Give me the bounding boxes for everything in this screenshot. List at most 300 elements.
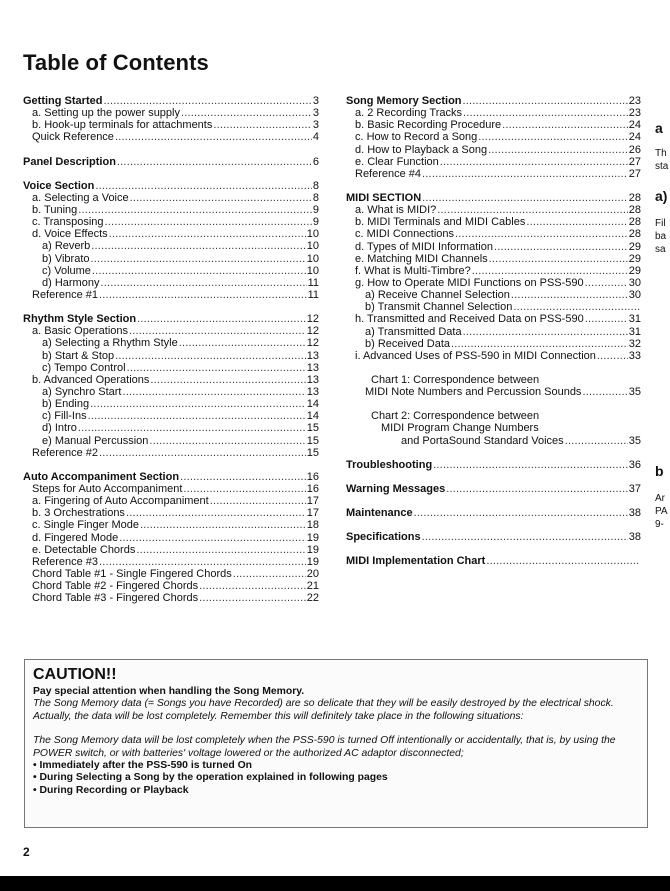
toc-entry[interactable] bbox=[23, 422, 319, 434]
edge-fragment: sta bbox=[655, 161, 669, 172]
toc-page-number: 13 bbox=[306, 385, 319, 398]
toc-section[interactable] bbox=[23, 180, 319, 192]
leader-dots bbox=[478, 131, 627, 143]
leader-dots bbox=[100, 277, 306, 289]
toc-page-number: 28 bbox=[628, 191, 641, 204]
leader-dots bbox=[210, 495, 306, 507]
toc-page-number: 15 bbox=[306, 434, 319, 447]
toc-caption: Chart 2: Correspondence between bbox=[371, 410, 540, 423]
toc-entry[interactable] bbox=[346, 204, 641, 216]
toc-label: a) Reverb bbox=[42, 240, 91, 253]
caution-heading: CAUTION!! bbox=[33, 666, 117, 683]
toc-label: Specifications bbox=[346, 531, 421, 544]
toc-caption: MIDI Program Change Numbers bbox=[381, 422, 539, 435]
toc-label: Panel Description bbox=[23, 155, 116, 168]
spacer bbox=[346, 471, 641, 483]
spacer bbox=[23, 459, 319, 471]
toc-label: b. MIDI Terminals and MIDI Cables bbox=[355, 216, 526, 229]
toc-entry[interactable] bbox=[23, 119, 319, 131]
toc-label: a) Synchro Start bbox=[42, 385, 122, 398]
toc-entry[interactable] bbox=[23, 568, 319, 580]
edge-fragment: Ar bbox=[655, 493, 665, 504]
edge-fragment: a) bbox=[655, 188, 668, 204]
toc-page-number: 14 bbox=[306, 410, 319, 423]
toc-page-number: 21 bbox=[306, 580, 319, 593]
toc-page-number: 18 bbox=[306, 519, 319, 532]
toc-entry[interactable] bbox=[23, 131, 319, 143]
toc-label: b. Basic Recording Procedure bbox=[355, 119, 502, 132]
toc-page-number: 11 bbox=[307, 288, 319, 301]
caution-bullet-list bbox=[33, 760, 639, 797]
leader-dots bbox=[463, 326, 628, 338]
toc-section[interactable] bbox=[346, 531, 641, 543]
toc-page-number: 35 bbox=[628, 386, 641, 399]
toc-entry[interactable] bbox=[346, 156, 641, 168]
leader-dots bbox=[488, 144, 628, 156]
toc-page-number: 38 bbox=[628, 506, 641, 519]
toc-entry[interactable] bbox=[23, 435, 319, 447]
leader-dots bbox=[486, 555, 640, 567]
toc-entry[interactable] bbox=[23, 532, 319, 544]
toc-entry[interactable] bbox=[23, 592, 319, 604]
leader-dots bbox=[414, 507, 628, 519]
leader-dots bbox=[433, 459, 628, 471]
edge-fragment: b bbox=[655, 463, 664, 479]
leader-dots bbox=[440, 156, 628, 168]
leader-dots bbox=[117, 156, 312, 168]
toc-label: Troubleshooting bbox=[346, 458, 433, 471]
leader-dots bbox=[127, 362, 306, 374]
toc-label: Reference #3 bbox=[32, 555, 99, 568]
toc-section[interactable] bbox=[346, 507, 641, 519]
toc-label: and PortaSound Standard Voices bbox=[401, 434, 564, 447]
toc-label: c. Transposing bbox=[32, 216, 104, 229]
toc-label: d. Voice Effects bbox=[32, 228, 108, 241]
toc-label: Reference #2 bbox=[32, 446, 99, 459]
toc-entry[interactable] bbox=[346, 253, 641, 265]
toc-entry[interactable] bbox=[346, 313, 641, 325]
toc-page-number: 13 bbox=[306, 361, 319, 374]
leader-dots bbox=[422, 168, 628, 180]
toc-label: e. Detectable Chords bbox=[32, 543, 136, 556]
leader-dots bbox=[502, 119, 628, 131]
toc-page-number: 31 bbox=[628, 325, 641, 338]
leader-dots bbox=[150, 374, 305, 386]
edge-fragment: Fil bbox=[655, 218, 666, 229]
toc-page-number: 14 bbox=[306, 398, 319, 411]
toc-page-number: 27 bbox=[628, 167, 641, 180]
toc-label: b) Received Data bbox=[365, 337, 450, 350]
toc-label: i. Advanced Uses of PSS-590 in MIDI Connection bbox=[355, 349, 596, 362]
caution-bullet: • During Recording or Playback bbox=[33, 785, 639, 797]
toc-label: d. Fingered Mode bbox=[32, 531, 119, 544]
toc-page-number: 19 bbox=[306, 555, 319, 568]
spacer bbox=[346, 543, 641, 555]
leader-dots bbox=[90, 398, 306, 410]
spacer bbox=[346, 447, 641, 459]
page-number: 2 bbox=[23, 845, 30, 859]
toc-page-number: 24 bbox=[628, 131, 641, 144]
toc-page-number: 15 bbox=[306, 446, 319, 459]
leader-dots bbox=[582, 386, 627, 398]
toc-label: c) Volume bbox=[42, 264, 91, 277]
toc-entry[interactable] bbox=[346, 216, 641, 228]
toc-page-number: 30 bbox=[628, 276, 641, 289]
toc-page-number: 8 bbox=[312, 191, 319, 204]
toc-entry[interactable] bbox=[346, 144, 641, 156]
toc-label: a) Receive Channel Selection bbox=[365, 289, 510, 302]
leader-dots bbox=[455, 228, 628, 240]
toc-label: a. Fingering of Auto Accompaniment bbox=[32, 495, 209, 508]
toc-label: a) Transmitted Data bbox=[365, 325, 462, 338]
toc-page-number: 26 bbox=[628, 143, 641, 156]
toc-label: c) Fill-Ins bbox=[42, 410, 87, 423]
edge-fragment: ba bbox=[655, 231, 667, 242]
toc-page-number: 3 bbox=[312, 95, 319, 107]
toc-label: Rhythm Style Section bbox=[23, 313, 137, 326]
toc-page-number: 36 bbox=[628, 458, 641, 471]
leader-dots bbox=[585, 277, 628, 289]
toc-label: b. Hook-up terminals for attachments bbox=[32, 119, 213, 132]
leader-dots bbox=[92, 265, 306, 277]
spacer bbox=[346, 398, 641, 410]
leader-dots bbox=[511, 289, 628, 301]
toc-entry[interactable] bbox=[346, 350, 641, 362]
leader-dots bbox=[451, 338, 628, 350]
toc-entry[interactable] bbox=[346, 265, 641, 277]
caution-paragraph-2: The Song Memory data will be lost completely when the PSS-590 is turned Off intentionally or accidentally, that is, by using the POWER switch, or with batteries' voltage lowered or the authorized AC adaptor disconnected; bbox=[33, 735, 616, 759]
toc-label: Auto Accompaniment Section bbox=[23, 470, 180, 483]
toc-section[interactable] bbox=[346, 555, 641, 567]
toc-entry[interactable] bbox=[346, 228, 641, 240]
toc-page-number: 9 bbox=[312, 216, 319, 229]
toc-label: Steps for Auto Accompaniment bbox=[32, 482, 183, 495]
leader-dots bbox=[88, 410, 306, 422]
leader-dots bbox=[137, 313, 306, 325]
toc-label: c. MIDI Connections bbox=[355, 228, 455, 241]
caution-paragraph-1: The Song Memory data (= Songs you have Recorded) are so delicate that they will be easily destroyed by the electrical shock. Actually, the data will be lost completely. Remember this will definitely take place in the following situations: bbox=[33, 698, 614, 722]
toc-label: a. What is MIDI? bbox=[355, 204, 437, 217]
toc-entry[interactable] bbox=[23, 495, 319, 507]
toc-section[interactable] bbox=[346, 483, 641, 495]
toc-page-number: 3 bbox=[312, 119, 319, 132]
toc-entry[interactable] bbox=[346, 435, 641, 447]
leader-dots bbox=[119, 532, 306, 544]
toc-entry[interactable] bbox=[23, 325, 319, 337]
leader-dots bbox=[180, 471, 306, 483]
toc-page-number: 10 bbox=[306, 228, 319, 241]
toc-page-number: 13 bbox=[306, 373, 319, 386]
toc-entry[interactable] bbox=[23, 507, 319, 519]
toc-entry[interactable] bbox=[346, 131, 641, 143]
toc-section[interactable] bbox=[346, 459, 641, 471]
edge-fragment: PA bbox=[655, 506, 668, 517]
leader-dots bbox=[422, 531, 628, 543]
toc-label: d. Types of MIDI Information bbox=[355, 240, 493, 253]
toc-label: Song Memory Section bbox=[346, 95, 462, 107]
toc-entry[interactable] bbox=[23, 289, 319, 301]
leader-dots bbox=[129, 325, 306, 337]
toc-entry[interactable] bbox=[346, 386, 641, 398]
toc-page-number: 22 bbox=[306, 592, 319, 605]
leader-dots bbox=[463, 107, 628, 119]
caution-bullet: • Immediately after the PSS-590 is turned On bbox=[33, 760, 639, 772]
toc-page-number: 12 bbox=[306, 337, 319, 350]
toc-page-number: 32 bbox=[628, 337, 641, 350]
toc-entry[interactable] bbox=[23, 216, 319, 228]
toc-page-number: 4 bbox=[312, 131, 319, 144]
toc-page-number: 10 bbox=[306, 240, 319, 253]
spacer bbox=[23, 168, 319, 180]
toc-entry[interactable] bbox=[23, 398, 319, 410]
toc-section[interactable] bbox=[346, 95, 641, 107]
toc-section[interactable] bbox=[23, 95, 319, 107]
toc-label: Chord Table #2 - Fingered Chords bbox=[32, 580, 199, 593]
toc-page-number: 16 bbox=[306, 470, 319, 483]
toc-label: d) Harmony bbox=[42, 276, 100, 289]
toc-entry[interactable] bbox=[346, 326, 641, 338]
toc-label: Quick Reference bbox=[32, 131, 114, 144]
leader-dots bbox=[233, 568, 306, 580]
leader-dots bbox=[122, 386, 305, 398]
toc-page-number: 17 bbox=[306, 495, 319, 508]
leader-dots bbox=[597, 350, 628, 362]
leader-dots bbox=[199, 592, 306, 604]
toc-entry[interactable] bbox=[23, 277, 319, 289]
toc-label: b. Tuning bbox=[32, 203, 78, 216]
leader-dots bbox=[565, 435, 628, 447]
toc-page-number: 3 bbox=[312, 107, 319, 120]
toc-page-number: 28 bbox=[628, 216, 641, 229]
toc-entry[interactable] bbox=[23, 519, 319, 531]
toc-entry[interactable] bbox=[23, 556, 319, 568]
toc-page-number: 16 bbox=[306, 482, 319, 495]
leader-dots bbox=[91, 240, 305, 252]
toc-label: e. Clear Function bbox=[355, 155, 439, 168]
spacer bbox=[23, 301, 319, 313]
toc-label: Maintenance bbox=[346, 506, 413, 519]
leader-dots bbox=[140, 519, 306, 531]
toc-label: Reference #4 bbox=[355, 167, 422, 180]
edge-fragment: sa bbox=[655, 244, 666, 255]
toc-label: Voice Section bbox=[23, 179, 95, 192]
leader-dots bbox=[105, 216, 312, 228]
toc-page-number: 17 bbox=[306, 507, 319, 520]
toc-label: e) Manual Percussion bbox=[42, 434, 149, 447]
toc-entry[interactable] bbox=[346, 301, 641, 313]
toc-page-number: 6 bbox=[312, 155, 319, 168]
toc-page-number: 20 bbox=[306, 567, 319, 580]
spacer bbox=[23, 144, 319, 156]
toc-label: Warning Messages bbox=[346, 482, 446, 495]
toc-label: b) Vibrato bbox=[42, 252, 90, 265]
toc-page-number: 10 bbox=[306, 252, 319, 265]
leader-dots bbox=[213, 119, 312, 131]
leader-dots bbox=[513, 301, 640, 313]
leader-dots bbox=[183, 483, 305, 495]
toc-page-number: 28 bbox=[628, 228, 641, 241]
toc-label: b) Start & Stop bbox=[42, 349, 115, 362]
toc-entry[interactable] bbox=[23, 337, 319, 349]
toc-page-number: 37 bbox=[628, 482, 641, 495]
toc-label: e. Matching MIDI Channels bbox=[355, 252, 488, 265]
toc-label: a) Selecting a Rhythm Style bbox=[42, 337, 178, 350]
leader-dots bbox=[126, 507, 306, 519]
toc-entry[interactable] bbox=[23, 362, 319, 374]
toc-entry[interactable] bbox=[346, 241, 641, 253]
toc-entry[interactable] bbox=[23, 192, 319, 204]
toc-entry[interactable] bbox=[23, 580, 319, 592]
leader-dots bbox=[95, 180, 312, 192]
leader-dots bbox=[78, 204, 312, 216]
leader-dots bbox=[149, 435, 305, 447]
toc-entry[interactable] bbox=[23, 374, 319, 386]
toc-entry[interactable] bbox=[346, 289, 641, 301]
toc-label: d. How to Playback a Song bbox=[355, 143, 488, 156]
toc-page-number: 19 bbox=[306, 531, 319, 544]
toc-page-number: 11 bbox=[307, 276, 319, 289]
bottom-bar bbox=[0, 876, 670, 891]
toc-label: d) Intro bbox=[42, 422, 77, 435]
toc-entry[interactable] bbox=[23, 107, 319, 119]
toc-page-number: 35 bbox=[628, 434, 641, 447]
toc-entry[interactable] bbox=[23, 253, 319, 265]
leader-dots bbox=[199, 580, 306, 592]
toc-page-number: 28 bbox=[628, 204, 641, 217]
toc-label: a. 2 Recording Tracks bbox=[355, 107, 462, 120]
toc-page-number: 12 bbox=[306, 325, 319, 338]
toc-entry[interactable] bbox=[346, 107, 641, 119]
toc-section[interactable] bbox=[23, 156, 319, 168]
toc-label: a. Basic Operations bbox=[32, 325, 128, 338]
toc-entry[interactable] bbox=[23, 386, 319, 398]
leader-dots bbox=[181, 107, 312, 119]
toc-page-number: 24 bbox=[628, 119, 641, 132]
toc-entry[interactable] bbox=[23, 544, 319, 556]
leader-dots bbox=[463, 95, 628, 107]
edge-fragment: Th bbox=[655, 148, 667, 159]
leader-dots bbox=[109, 228, 306, 240]
toc-page-number: 10 bbox=[306, 264, 319, 277]
toc-page-number: 13 bbox=[306, 349, 319, 362]
toc-label: b. Advanced Operations bbox=[32, 373, 150, 386]
toc-label: a. Selecting a Voice bbox=[32, 191, 129, 204]
toc-entry[interactable] bbox=[23, 350, 319, 362]
toc-entry[interactable] bbox=[346, 338, 641, 350]
toc-right-column bbox=[346, 95, 641, 567]
toc-label: a. Setting up the power supply bbox=[32, 107, 180, 120]
toc-entry[interactable] bbox=[23, 410, 319, 422]
leader-dots bbox=[494, 241, 628, 253]
leader-dots bbox=[99, 289, 307, 301]
toc-caption: Chart 1: Correspondence between bbox=[371, 373, 540, 386]
toc-entry[interactable] bbox=[23, 204, 319, 216]
spacer bbox=[346, 362, 641, 374]
toc-entry[interactable] bbox=[346, 119, 641, 131]
edge-fragment: a bbox=[655, 120, 663, 136]
leader-dots bbox=[115, 131, 312, 143]
leader-dots bbox=[103, 95, 311, 107]
leader-dots bbox=[489, 253, 628, 265]
leader-dots bbox=[78, 422, 306, 434]
toc-page-number: 23 bbox=[628, 107, 641, 120]
toc-page-number: 31 bbox=[628, 313, 641, 326]
toc-label: Reference #1 bbox=[32, 288, 99, 301]
toc-page-number: 33 bbox=[628, 349, 641, 362]
toc-left-column bbox=[23, 95, 319, 604]
toc-entry[interactable] bbox=[23, 483, 319, 495]
toc-label: b) Ending bbox=[42, 398, 90, 411]
toc-label: b) Transmit Channel Selection bbox=[365, 301, 513, 314]
leader-dots bbox=[115, 350, 306, 362]
leader-dots bbox=[136, 544, 305, 556]
caution-bullet: • During Selecting a Song by the operation explained in following pages bbox=[33, 772, 639, 784]
toc-label: g. How to Operate MIDI Functions on PSS-590 bbox=[355, 276, 584, 289]
toc-entry[interactable] bbox=[346, 277, 641, 289]
leader-dots bbox=[585, 313, 628, 325]
toc-label: c. How to Record a Song bbox=[355, 131, 478, 144]
spacer bbox=[346, 495, 641, 507]
leader-dots bbox=[422, 192, 628, 204]
toc-page-number: 8 bbox=[312, 179, 319, 192]
toc-page-number: 15 bbox=[306, 422, 319, 435]
toc-page-number: 23 bbox=[628, 95, 641, 107]
toc-page-number: 29 bbox=[628, 264, 641, 277]
leader-dots bbox=[179, 337, 306, 349]
toc-entry[interactable] bbox=[23, 265, 319, 277]
toc-section[interactable] bbox=[23, 471, 319, 483]
page-title: Table of Contents bbox=[23, 50, 209, 75]
leader-dots bbox=[472, 265, 628, 277]
toc-page-number: 12 bbox=[306, 313, 319, 326]
toc-page-number: 29 bbox=[628, 252, 641, 265]
toc-page-number: 9 bbox=[312, 203, 319, 216]
toc-label: MIDI SECTION bbox=[346, 191, 422, 204]
toc-label: c. Single Finger Mode bbox=[32, 519, 139, 532]
toc-label: Chord Table #3 - Fingered Chords bbox=[32, 592, 199, 605]
toc-page-number: 19 bbox=[306, 543, 319, 556]
toc-page-number: 30 bbox=[628, 289, 641, 302]
toc-entry[interactable] bbox=[23, 447, 319, 459]
leader-dots bbox=[446, 483, 628, 495]
caution-box bbox=[24, 659, 648, 828]
toc-page-number: 38 bbox=[628, 531, 641, 544]
toc-entry[interactable] bbox=[346, 168, 641, 180]
toc-label: f. What is Multi-Timbre? bbox=[355, 264, 471, 277]
leader-dots bbox=[526, 216, 627, 228]
leader-dots bbox=[130, 192, 312, 204]
toc-label: MIDI Note Numbers and Percussion Sounds bbox=[365, 386, 582, 399]
caution-lead: Pay special attention when handling the Song Memory. bbox=[33, 686, 305, 697]
toc-label: Getting Started bbox=[23, 95, 103, 107]
leader-dots bbox=[99, 556, 306, 568]
spacer bbox=[346, 180, 641, 192]
toc-section[interactable] bbox=[23, 313, 319, 325]
toc-page-number: 27 bbox=[628, 155, 641, 168]
toc-entry[interactable] bbox=[23, 228, 319, 240]
toc-label: MIDI Implementation Chart bbox=[346, 555, 486, 568]
toc-entry[interactable] bbox=[23, 240, 319, 252]
toc-page-number: 29 bbox=[628, 240, 641, 253]
leader-dots bbox=[437, 204, 627, 216]
toc-label: c) Tempo Control bbox=[42, 361, 126, 374]
leader-dots bbox=[91, 253, 306, 265]
toc-label: h. Transmitted and Received Data on PSS-590 bbox=[355, 313, 584, 326]
toc-label: b. 3 Orchestrations bbox=[32, 507, 125, 520]
edge-fragment: 9- bbox=[655, 519, 664, 530]
spacer bbox=[346, 519, 641, 531]
toc-section[interactable] bbox=[346, 192, 641, 204]
